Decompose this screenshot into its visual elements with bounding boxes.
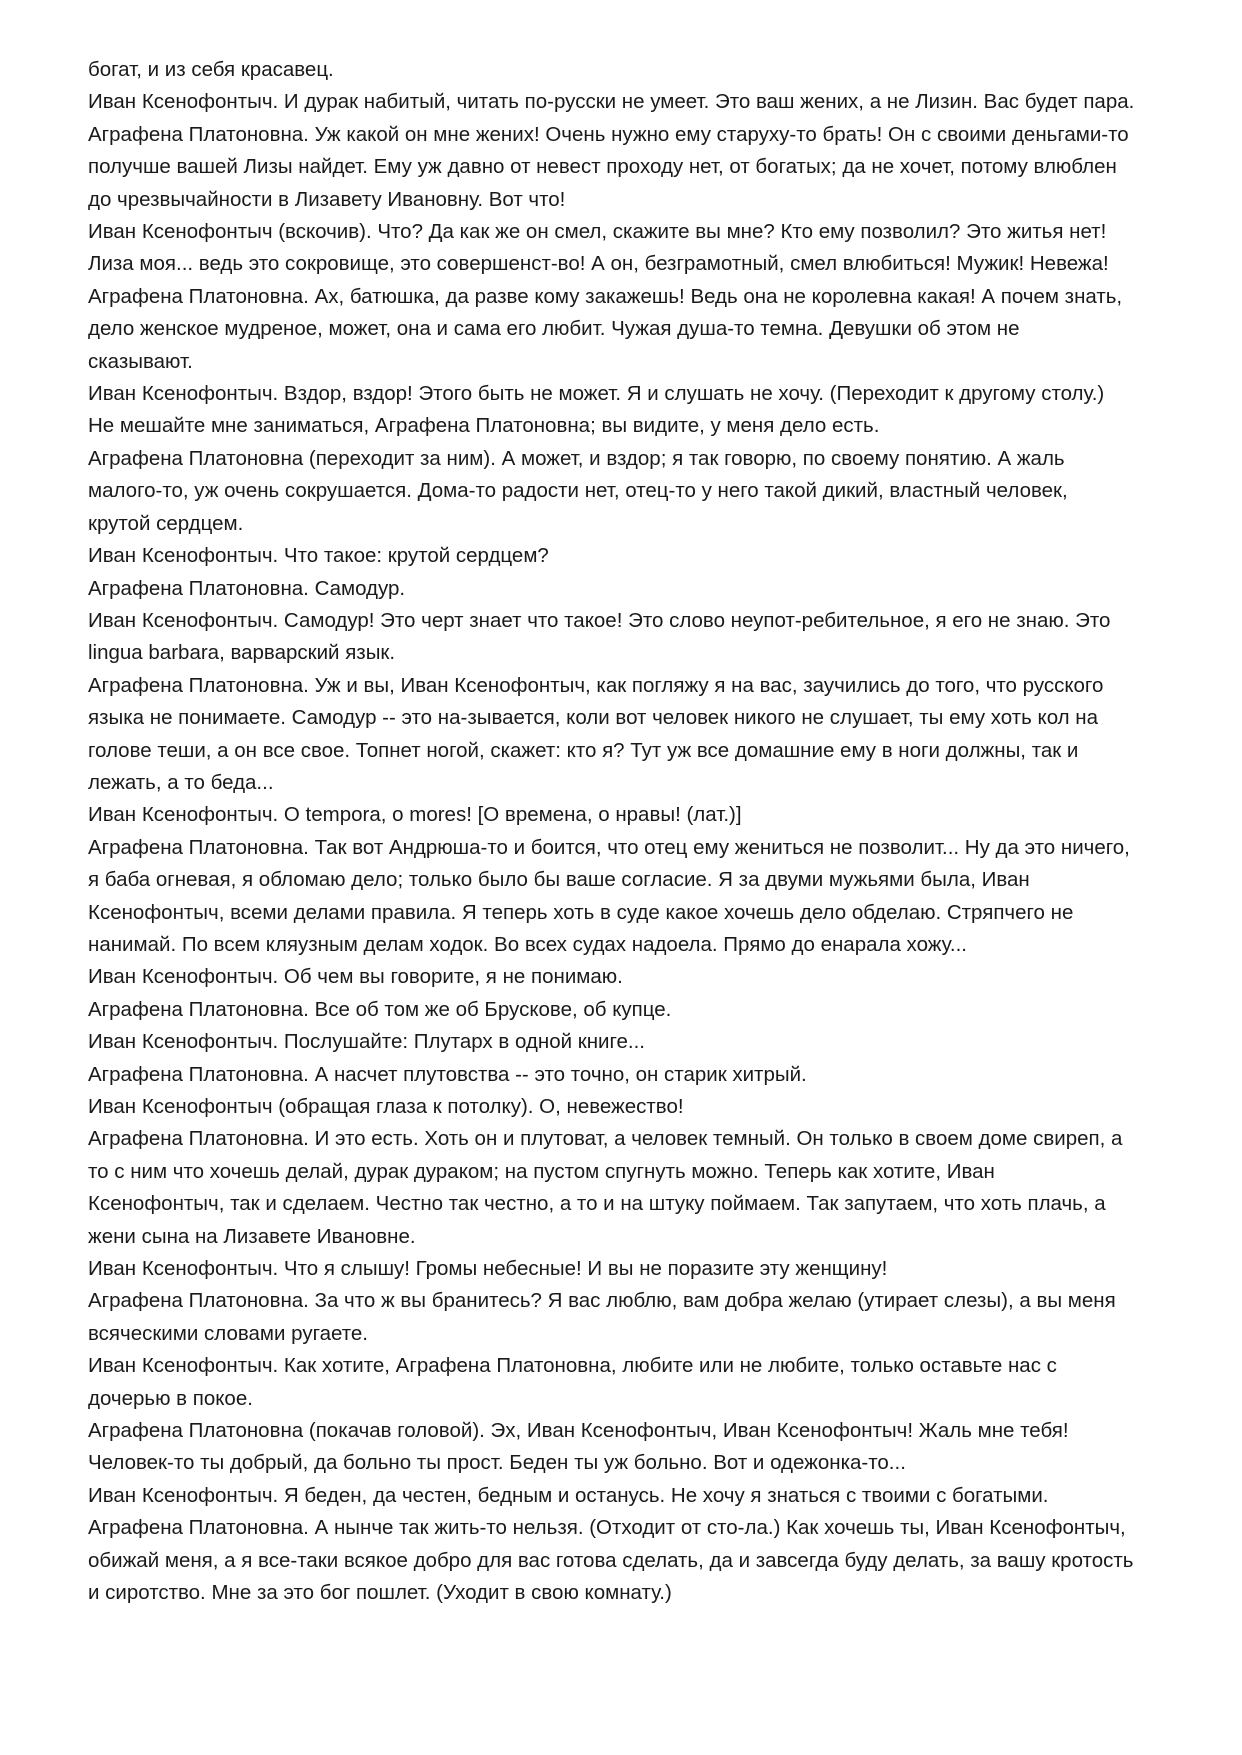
paragraph-7: Аграфена Платоновна (переходит за ним). А может, и вздор; я так говорю, по своему понятию. А жаль малого-то, уж очень сокрушается. Дома-то радости нет, отец-то у него такой дикий, властный человек, крутой сердцем. (88, 446, 1068, 535)
paragraph-14: Иван Ксенофонтыч. Об чем вы говорите, я не понимаю. (88, 965, 623, 989)
paragraph-24: Иван Ксенофонтыч. Я беден, да честен, бедным и останусь. Не хочу я знаться с твоими с богатыми. (88, 1483, 1049, 1507)
paragraph-11: Аграфена Платоновна. Уж и вы, Иван Ксенофонтыч, как погляжу я на вас, заучились до того, что русского языка не понимаете. Самодур -- это на-зывается, коли вот человек никого не слушает, ты ему хоть кол на голове теши, а он все свое. Топнет ногой, скажет: кто я? Тут уж все домашние ему в ноги должны, так и лежать, а то беда... (88, 673, 1104, 794)
paragraph-25: Аграфена Платоновна. А нынче так жить-то нельзя. (Отходит от сто-ла.) Как хочешь ты, Иван Ксенофонтыч, обижай меня, а я все-таки всякое добро для вас готова сделать, да и завсегда буду делать, за вашу кротость и сиротство. Мне за это бог пошлет. (Уходит в свою комнату.) (88, 1516, 1134, 1605)
paragraph-15: Аграфена Платоновна. Все об том же об Брускове, об купце. (88, 997, 672, 1021)
paragraph-16: Иван Ксенофонтыч. Послушайте: Плутарх в одной книге... (88, 1030, 646, 1054)
paragraph-3: Аграфена Платоновна. Уж какой он мне жених! Очень нужно ему старуху-то брать! Он с своими деньгами-то получше вашей Лизы найдет. Ему уж давно от невест проходу нет, от богатых; да не хочет, потому влюблен до чрезвычайности в Лизавету Ивановну. Вот что! (88, 122, 1129, 211)
paragraph-23: Аграфена Платоновна (покачав головой). Эх, Иван Ксенофонтыч, Иван Ксенофонтыч! Жаль мне тебя! Человек-то ты добрый, да больно ты прост. Беден ты уж больно. Вот и одежонка-то... (88, 1419, 1069, 1475)
paragraph-9: Аграфена Платоновна. Самодур. (88, 576, 406, 600)
paragraph-19: Аграфена Платоновна. И это есть. Хоть он и плутоват, а человек темный. Он только в своем доме свиреп, а то с ним что хочешь делай, дурак дураком; на пустом спугнуть можно. Теперь как хотите, Иван Ксенофонтыч, так и сделаем. Честно так честно, а то и на штуку поймаем. Так запутаем, что хоть плачь, а жени сына на Лизавете Ивановне. (88, 1127, 1123, 1248)
paragraph-2: Иван Ксенофонтыч. И дурак набитый, читать по-русски не умеет. Это ваш жених, а не Лизин. Вас будет пара. (88, 90, 1135, 114)
paragraph-13: Аграфена Платоновна. Так вот Андрюша-то и боится, что отец ему жениться не позволит... Ну да это ничего, я баба огневая, я обломаю дело; только было бы ваше согласие. Я за двуми мужьями была, Иван Ксенофонтыч, всеми делами правила. Я теперь хоть в суде какое хочешь дело обделаю. Стряпчего не нанимай. По всем кляузным делам ходок. Во всех судах надоела. Прямо до енарала хожу... (88, 835, 1130, 956)
paragraph-8: Иван Ксенофонтыч. Что такое: крутой сердцем? (88, 544, 549, 568)
paragraph-22: Иван Ксенофонтыч. Как хотите, Аграфена Платоновна, любите или не любите, только оставьте нас с дочерью в покое. (88, 1354, 1057, 1410)
paragraph-6: Иван Ксенофонтыч. Вздор, вздор! Этого быть не может. Я и слушать не хочу. (Переходит к другому столу.) Не мешайте мне заниматься, Аграфена Платоновна; вы видите, у меня дело есть. (88, 382, 1105, 438)
paragraph-20: Иван Ксенофонтыч. Что я слышу! Громы небесные! И вы не поразите эту женщину! (88, 1257, 888, 1281)
paragraph-12: Иван Ксенофонтыч. О tempora, o mores! [О времена, о нравы! (лат.)] (88, 803, 742, 827)
paragraph-21: Аграфена Платоновна. За что ж вы бранитесь? Я вас люблю, вам добра желаю (утирает слезы), а вы меня всяческими словами ругаете. (88, 1289, 1116, 1345)
paragraph-5: Аграфена Платоновна. Ах, батюшка, да разве кому закажешь! Ведь она не королевна какая! А почем знать, дело женское мудреное, может, она и сама его любит. Чужая душа-то темна. Девушки об этом не сказывают. (88, 284, 1123, 373)
paragraph-10: Иван Ксенофонтыч. Самодур! Это черт знает что такое! Это слово неупот-ребительное, я его не знаю. Это lingua barbara, варварский язык. (88, 608, 1111, 665)
paragraph-1: богат, и из себя красавец. (88, 58, 334, 81)
paragraph-4: Иван Ксенофонтыч (вскочив). Что? Да как же он смел, скажите вы мне? Кто ему позволил? Это житья нет! Лиза моя... ведь это сокровище, это совершенст-во! А он, безграмотный, смел влюбиться! Мужик! Невежа! (88, 220, 1109, 276)
paragraph-18: Иван Ксенофонтыч (обращая глаза к потолку). О, невежество! (88, 1095, 684, 1118)
paragraph-17: Аграфена Платоновна. А насчет плутовства -- это точно, он старик хитрый. (88, 1062, 807, 1086)
document-page (88, 54, 1178, 1610)
